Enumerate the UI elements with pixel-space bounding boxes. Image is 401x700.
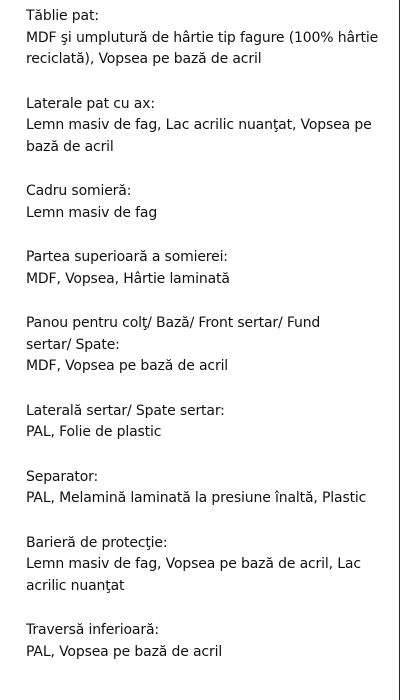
section-headboard <box>26 6 382 71</box>
section-title: Panou pentru colţ/ Bază/ Front sertar/ Fund <box>26 315 321 331</box>
section-corner-panel <box>26 313 382 378</box>
section-text: PAL, Vopsea pe bază de acril <box>26 643 223 660</box>
section-title: Separator: <box>26 468 99 485</box>
section-text: Lemn masiv de fag, Lac acrilic nuanţat, Vopsea pe <box>26 117 372 133</box>
section-separator <box>26 467 382 510</box>
section-title: Laterale pat cu ax: <box>26 95 155 112</box>
section-slatted-frame <box>26 181 382 224</box>
section-title: Laterală sertar/ Spate sertar: <box>26 402 225 419</box>
section-drawer-side <box>26 401 382 444</box>
section-safety-barrier <box>26 533 382 598</box>
section-text: Lemn masiv de fag <box>26 204 158 221</box>
section-lower-rail <box>26 620 382 663</box>
section-text: acrilic nuanţat <box>26 577 125 594</box>
section-bed-sides <box>26 94 382 159</box>
section-title: Barieră de protecţie: <box>26 534 168 551</box>
section-text: reciclată), Vopsea pe bază de acril <box>26 51 262 67</box>
section-text: MDF, Vopsea pe bază de acril <box>26 358 229 374</box>
materials-list <box>26 6 382 686</box>
section-text: MDF, Vopsea, Hârtie laminată <box>26 270 230 287</box>
section-title-continued: sertar/ Spate: <box>26 336 120 353</box>
section-text: Lemn masiv de fag, Vopsea pe bază de acril, Lac <box>26 556 361 572</box>
section-text: PAL, Folie de plastic <box>26 424 162 440</box>
section-title: Traversă inferioară: <box>26 622 159 638</box>
section-title: Partea superioară a somierei: <box>26 249 228 265</box>
section-title: Tăblie pat: <box>26 8 99 24</box>
section-slatted-top <box>26 247 382 290</box>
section-title: Cadru somieră: <box>26 183 132 199</box>
section-text: bază de acril <box>26 138 114 155</box>
section-text: PAL, Melamină laminată la presiune înaltă, Plastic <box>26 490 367 506</box>
section-text: MDF şi umplutură de hârtie tip fagure (100% hârtie <box>26 29 379 46</box>
